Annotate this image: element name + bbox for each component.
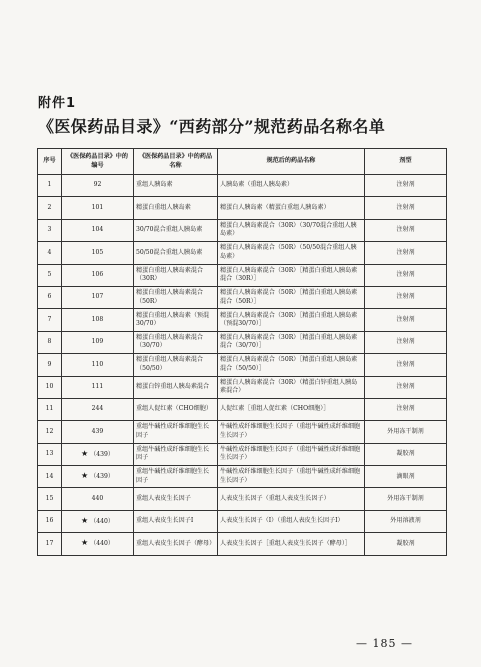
code-value: 92 — [93, 181, 102, 189]
cell-seq: 3 — [38, 219, 62, 241]
page-number: — 185 — — [356, 637, 413, 650]
cell-dosage-form: 注射剂 — [365, 309, 447, 331]
cell-standard-name: 人表皮生长因子［重组人表皮生长因子（酵母）］ — [218, 533, 365, 555]
code-value: 109 — [91, 338, 104, 346]
code-value: 107 — [91, 293, 104, 301]
cell-dosage-form: 注射剂 — [365, 354, 447, 376]
cell-code — [62, 443, 134, 465]
cell-code — [62, 175, 134, 197]
cell-code — [62, 286, 134, 308]
cell-code — [62, 197, 134, 219]
star-icon: ★ — [81, 538, 89, 548]
cell-seq: 17 — [38, 533, 62, 555]
cell-drug-name: 精蛋白重组人胰岛素 — [134, 197, 218, 219]
table-row — [38, 488, 447, 510]
cell-standard-name: 精蛋白人胰岛素混合（30R）（精蛋白锌重组人胰岛素混合） — [218, 376, 365, 398]
code-value: 104 — [91, 226, 104, 234]
header-name: 《医保药品目录》中的药品名称 — [134, 149, 218, 175]
cell-drug-name: 重组牛碱性成纤维细胞生长因子 — [134, 466, 218, 488]
cell-dosage-form: 滴眼剂 — [365, 466, 447, 488]
code-value: 106 — [91, 271, 104, 278]
cell-dosage-form: 外用冻干制剂 — [365, 421, 447, 443]
header-seq: 序号 — [38, 149, 62, 175]
table-row — [38, 354, 447, 376]
document-title: 《医保药品目录》“西药部分”规范药品名称名单 — [38, 117, 386, 136]
cell-standard-name: 精蛋白人胰岛素混合（50R）［精蛋白重组人胰岛素混合（50R）］ — [218, 286, 365, 308]
cell-code — [62, 398, 134, 420]
cell-standard-name: 人表皮生长因子（Ⅰ）（重组人表皮生长因子Ⅰ） — [218, 510, 365, 532]
drug-name-table — [37, 148, 447, 556]
cell-seq: 5 — [38, 264, 62, 286]
cell-seq: 10 — [38, 376, 62, 398]
table-row — [38, 219, 447, 241]
cell-code — [62, 354, 134, 376]
code-value: （440） — [90, 540, 114, 548]
cell-code — [62, 331, 134, 353]
table-row — [38, 286, 447, 308]
cell-drug-name: 重组人胰岛素 — [134, 175, 218, 197]
cell-standard-name: 人胰岛素（重组人胰岛素） — [218, 175, 365, 197]
star-icon: ★ — [81, 471, 89, 481]
table-row — [38, 510, 447, 532]
cell-standard-name: 精蛋白人胰岛素混合（50R）（50/50混合重组人胰岛素） — [218, 242, 365, 264]
cell-drug-name: 重组牛碱性成纤维细胞生长因子 — [134, 421, 218, 443]
cell-standard-name: 人表皮生长因子（重组人表皮生长因子） — [218, 488, 365, 510]
cell-dosage-form: 凝胶剂 — [365, 443, 447, 465]
cell-dosage-form: 注射剂 — [365, 242, 447, 264]
code-value: （439） — [90, 473, 114, 481]
cell-code — [62, 219, 134, 241]
cell-dosage-form: 凝胶剂 — [365, 533, 447, 555]
table-row — [38, 242, 447, 264]
cell-code — [62, 488, 134, 510]
cell-drug-name: 精蛋白重组人胰岛素混合（50/50） — [134, 354, 218, 376]
table-row — [38, 264, 447, 286]
code-value: 108 — [91, 315, 104, 323]
cell-drug-name: 精蛋白重组人胰岛素（预混30/70） — [134, 309, 218, 331]
table-row — [38, 466, 447, 488]
cell-drug-name: 精蛋白锌重组人胰岛素混合 — [134, 376, 218, 398]
cell-drug-name: 精蛋白重组人胰岛素混合（30R） — [134, 264, 218, 286]
cell-seq: 2 — [38, 197, 62, 219]
cell-standard-name: 精蛋白人胰岛素混合（30R）［精蛋白重组人胰岛素混合（30/70）］ — [218, 331, 365, 353]
table-header-row — [38, 149, 447, 175]
cell-drug-name: 50/50混合重组人胰岛素 — [134, 242, 218, 264]
cell-standard-name: 精蛋白人胰岛素（精蛋白重组人胰岛素） — [218, 197, 365, 219]
code-value: 439 — [91, 427, 104, 435]
code-value: 110 — [91, 360, 104, 368]
cell-dosage-form: 注射剂 — [365, 264, 447, 286]
code-value: （439） — [90, 450, 114, 458]
code-value: 105 — [91, 248, 104, 256]
cell-code — [62, 466, 134, 488]
cell-seq: 11 — [38, 398, 62, 420]
cell-seq: 7 — [38, 309, 62, 331]
cell-drug-name: 重组人表皮生长因子Ⅰ — [134, 510, 218, 532]
cell-standard-name: 精蛋白人胰岛素混合（30R）（30/70混合重组人胰岛素） — [218, 219, 365, 241]
code-value: （440） — [90, 517, 114, 525]
cell-seq: 14 — [38, 466, 62, 488]
cell-drug-name: 精蛋白重组人胰岛素混合（50R） — [134, 286, 218, 308]
annex-label: 附件1 — [38, 96, 77, 111]
cell-code — [62, 264, 134, 286]
code-value: 111 — [91, 382, 104, 390]
cell-standard-name: 牛碱性成纤维细胞生长因子（重组牛碱性成纤维细胞生长因子） — [218, 466, 365, 488]
cell-seq: 13 — [38, 443, 62, 465]
cell-seq: 4 — [38, 242, 62, 264]
cell-dosage-form: 注射剂 — [365, 175, 447, 197]
cell-standard-name: 牛碱性成纤维细胞生长因子（重组牛碱性成纤维细胞生长因子） — [218, 421, 365, 443]
table-row — [38, 443, 447, 465]
cell-standard-name: 精蛋白人胰岛素混合（30R）［精蛋白重组人胰岛素混合（30R）］ — [218, 264, 365, 286]
header-code: 《医保药品目录》中的编号 — [62, 149, 134, 175]
cell-dosage-form: 注射剂 — [365, 376, 447, 398]
cell-standard-name: 精蛋白人胰岛素混合（50R）［精蛋白重组人胰岛素混合（50/50）］ — [218, 354, 365, 376]
cell-dosage-form: 外用溶液剂 — [365, 510, 447, 532]
cell-code — [62, 309, 134, 331]
table-row — [38, 376, 447, 398]
header-standard-name: 规范后的药品名称 — [218, 149, 365, 175]
cell-dosage-form: 注射剂 — [365, 219, 447, 241]
code-value: 244 — [91, 405, 104, 413]
table-row — [38, 421, 447, 443]
table-row — [38, 331, 447, 353]
cell-dosage-form: 外用冻干制剂 — [365, 488, 447, 510]
cell-seq: 1 — [38, 175, 62, 197]
cell-code — [62, 421, 134, 443]
table-row — [38, 533, 447, 555]
cell-seq: 9 — [38, 354, 62, 376]
cell-standard-name: 精蛋白人胰岛素混合（30R）［精蛋白重组人胰岛素（预混30/70）］ — [218, 309, 365, 331]
table-row — [38, 309, 447, 331]
cell-seq: 15 — [38, 488, 62, 510]
header-dosage-form: 剂型 — [365, 149, 447, 175]
cell-code — [62, 242, 134, 264]
cell-dosage-form: 注射剂 — [365, 331, 447, 353]
cell-drug-name: 精蛋白重组人胰岛素混合（30/70） — [134, 331, 218, 353]
table-body — [38, 175, 447, 556]
table-row — [38, 197, 447, 219]
cell-seq: 16 — [38, 510, 62, 532]
cell-drug-name: 重组人表皮生长因子（酵母） — [134, 533, 218, 555]
cell-standard-name: 牛碱性成纤维细胞生长因子（重组牛碱性成纤维细胞生长因子） — [218, 443, 365, 465]
cell-seq: 8 — [38, 331, 62, 353]
code-value: 101 — [91, 203, 104, 211]
cell-drug-name: 重组牛碱性成纤维细胞生长因子 — [134, 443, 218, 465]
cell-dosage-form: 注射剂 — [365, 197, 447, 219]
star-icon: ★ — [81, 448, 89, 458]
cell-seq: 6 — [38, 286, 62, 308]
star-icon: ★ — [81, 515, 89, 525]
cell-code — [62, 510, 134, 532]
cell-drug-name: 30/70混合重组人胰岛素 — [134, 219, 218, 241]
code-value: 440 — [91, 494, 104, 502]
cell-seq: 12 — [38, 421, 62, 443]
cell-dosage-form: 注射剂 — [365, 398, 447, 420]
table-row — [38, 175, 447, 197]
table-row — [38, 398, 447, 420]
cell-standard-name: 人促红素［重组人促红素（CHO细胞）］ — [218, 398, 365, 420]
cell-dosage-form: 注射剂 — [365, 286, 447, 308]
cell-code — [62, 376, 134, 398]
cell-drug-name: 重组人促红素（CHO细胞） — [134, 398, 218, 420]
cell-code — [62, 533, 134, 555]
cell-drug-name: 重组人表皮生长因子 — [134, 488, 218, 510]
